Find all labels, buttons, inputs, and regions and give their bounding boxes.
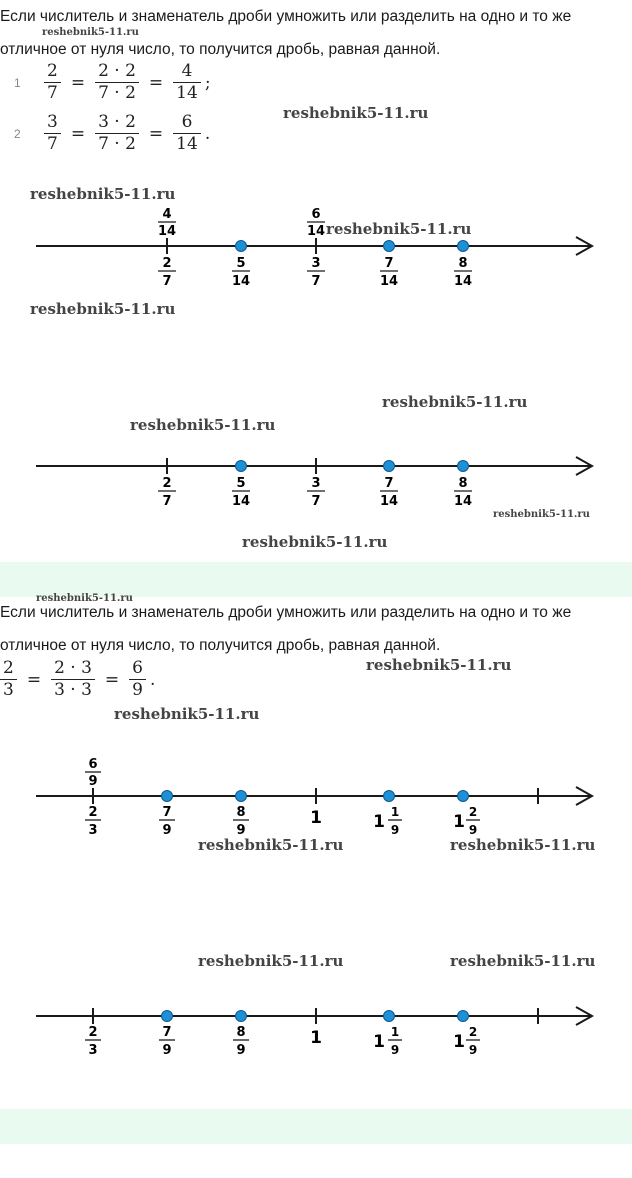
label-above xyxy=(158,207,176,239)
watermark: reshebnik5-11.ru xyxy=(382,393,528,411)
svg-text:14: 14 xyxy=(379,274,399,289)
fraction: $\frac{4}{14}$ xyxy=(173,62,201,103)
watermark: reshebnik5-11.ru xyxy=(493,509,590,520)
watermark: reshebnik5-11.ru xyxy=(114,705,260,723)
svg-text:7: 7 xyxy=(162,805,172,820)
svg-text:3: 3 xyxy=(88,823,98,838)
label-below xyxy=(159,1025,175,1058)
svg-text:7: 7 xyxy=(162,1025,172,1040)
label-below xyxy=(233,1025,249,1058)
label-below xyxy=(307,256,325,289)
watermark: reshebnik5-11.ru xyxy=(42,27,139,38)
svg-text:5: 5 xyxy=(236,476,246,491)
label-below xyxy=(454,476,472,509)
svg-text:9: 9 xyxy=(468,1043,478,1057)
svg-text:14: 14 xyxy=(453,274,473,289)
watermark: reshebnik5-11.ru xyxy=(450,836,596,854)
svg-text:1: 1 xyxy=(373,812,385,832)
fraction: $\frac{2 \cdot 2}{7 \cdot 2}$ xyxy=(95,62,139,103)
number-line-4 xyxy=(0,970,632,1065)
fraction: $\frac{2 \cdot 3}{3 \cdot 3}$ xyxy=(51,659,95,700)
equation-row-2: 2 $\frac{3}{7}$ = $\frac{3 \cdot 2}{7 \cdot 2}$ = $\frac{6}{14}$ . xyxy=(14,112,211,154)
label-below xyxy=(373,805,402,837)
label-below xyxy=(233,805,249,838)
point-marker xyxy=(458,1011,469,1022)
label-below xyxy=(380,256,398,289)
label-below xyxy=(453,805,480,837)
label-below xyxy=(159,805,175,838)
label-below xyxy=(232,476,250,509)
label-below xyxy=(454,256,472,289)
svg-text:3: 3 xyxy=(311,476,321,491)
point-marker xyxy=(458,791,469,802)
svg-text:1: 1 xyxy=(453,1032,465,1052)
svg-text:8: 8 xyxy=(458,476,468,491)
svg-text:2: 2 xyxy=(162,256,172,271)
point-marker xyxy=(236,791,247,802)
fraction: $\frac{6}{9}$ xyxy=(129,659,146,700)
watermark: reshebnik5-11.ru xyxy=(130,416,276,434)
svg-text:14: 14 xyxy=(379,494,399,509)
point-marker xyxy=(236,461,247,472)
watermark: reshebnik5-11.ru xyxy=(450,952,596,970)
svg-text:7: 7 xyxy=(162,274,172,289)
svg-text:9: 9 xyxy=(162,1043,172,1058)
label-below xyxy=(307,476,325,509)
svg-text:14: 14 xyxy=(453,494,473,509)
svg-text:6: 6 xyxy=(88,757,98,772)
svg-text:1: 1 xyxy=(390,1025,400,1039)
svg-text:1: 1 xyxy=(453,812,465,832)
label-below xyxy=(453,1025,480,1057)
label-below xyxy=(310,808,322,828)
point-marker xyxy=(236,1011,247,1022)
fraction: $\frac{2}{3}$ xyxy=(0,659,17,700)
svg-text:8: 8 xyxy=(458,256,468,271)
svg-text:1: 1 xyxy=(310,808,322,828)
point-marker xyxy=(458,241,469,252)
svg-text:4: 4 xyxy=(162,207,172,222)
svg-text:9: 9 xyxy=(468,823,478,837)
svg-text:7: 7 xyxy=(162,494,172,509)
watermark: reshebnik5-11.ru xyxy=(283,104,429,122)
equation-row-1: 1 $\frac{2}{7}$ = $\frac{2 \cdot 2}{7 \cdot 2}$ = $\frac{4}{14}$ ; xyxy=(14,61,211,103)
label-above xyxy=(307,207,325,239)
svg-text:7: 7 xyxy=(311,274,321,289)
point-marker xyxy=(162,791,173,802)
label-below xyxy=(310,1028,322,1048)
svg-text:1: 1 xyxy=(390,805,400,819)
point-marker xyxy=(236,241,247,252)
svg-text:9: 9 xyxy=(236,1043,246,1058)
svg-text:3: 3 xyxy=(88,1043,98,1058)
point-marker xyxy=(162,1011,173,1022)
number-line-1 xyxy=(0,200,632,295)
svg-text:14: 14 xyxy=(306,224,326,239)
label-above xyxy=(85,757,101,789)
point-marker xyxy=(384,241,395,252)
svg-text:9: 9 xyxy=(88,774,98,789)
svg-text:2: 2 xyxy=(468,1025,478,1039)
point-marker xyxy=(458,461,469,472)
svg-text:14: 14 xyxy=(231,494,251,509)
fraction: $\frac{3 \cdot 2}{7 \cdot 2}$ xyxy=(95,113,139,154)
svg-text:2: 2 xyxy=(468,805,478,819)
svg-text:7: 7 xyxy=(311,494,321,509)
label-below xyxy=(85,1025,101,1058)
svg-text:8: 8 xyxy=(236,805,246,820)
rule-text-line1: Если числитель и знаменатель дроби умножить или разделить на одно и то же xyxy=(0,8,572,25)
label-below xyxy=(373,1025,402,1057)
equation-row-3: $\frac{2}{3}$ = $\frac{2 \cdot 3}{3 \cdot 3}$ = $\frac{6}{9}$ . xyxy=(0,659,155,700)
fraction: $\frac{2}{7}$ xyxy=(44,62,61,103)
watermark: reshebnik5-11.ru xyxy=(326,220,472,238)
watermark: reshebnik5-11.ru xyxy=(242,533,388,551)
label-below xyxy=(85,805,101,838)
watermark: reshebnik5-11.ru xyxy=(30,185,176,203)
svg-text:14: 14 xyxy=(231,274,251,289)
svg-text:3: 3 xyxy=(311,256,321,271)
svg-text:2: 2 xyxy=(88,1025,98,1040)
label-below xyxy=(380,476,398,509)
svg-text:9: 9 xyxy=(390,1043,400,1057)
svg-text:14: 14 xyxy=(157,224,177,239)
equation-number: 2 xyxy=(14,126,21,141)
svg-text:6: 6 xyxy=(311,207,321,222)
svg-text:9: 9 xyxy=(236,823,246,838)
svg-text:2: 2 xyxy=(88,805,98,820)
svg-text:7: 7 xyxy=(384,476,394,491)
svg-text:8: 8 xyxy=(236,1025,246,1040)
rule-text-line1: Если числитель и знаменатель дроби умножить или разделить на одно и то же xyxy=(0,604,572,621)
number-line-3 xyxy=(0,750,632,845)
svg-text:1: 1 xyxy=(310,1028,322,1048)
watermark: reshebnik5-11.ru xyxy=(366,656,512,674)
equation-number: 1 xyxy=(14,75,21,90)
watermark: reshebnik5-11.ru xyxy=(36,593,133,604)
point-marker xyxy=(384,461,395,472)
svg-text:2: 2 xyxy=(162,476,172,491)
point-marker xyxy=(384,1011,395,1022)
svg-text:9: 9 xyxy=(390,823,400,837)
rule-text-line2: отличное от нуля число, то получится дробь, равная данной. xyxy=(0,41,441,58)
watermark: reshebnik5-11.ru xyxy=(198,952,344,970)
section-divider-band xyxy=(0,1109,632,1144)
point-marker xyxy=(384,791,395,802)
label-below xyxy=(158,256,176,289)
svg-text:5: 5 xyxy=(236,256,246,271)
section-divider-band xyxy=(0,562,632,597)
fraction: $\frac{6}{14}$ xyxy=(173,113,201,154)
watermark: reshebnik5-11.ru xyxy=(198,836,344,854)
fraction: $\frac{3}{7}$ xyxy=(44,113,61,154)
svg-text:7: 7 xyxy=(384,256,394,271)
svg-text:9: 9 xyxy=(162,823,172,838)
svg-text:1: 1 xyxy=(373,1032,385,1052)
watermark: reshebnik5-11.ru xyxy=(30,300,176,318)
label-below xyxy=(232,256,250,289)
rule-text-line2: отличное от нуля число, то получится дробь, равная данной. xyxy=(0,637,441,654)
label-below xyxy=(158,476,176,509)
number-line-2 xyxy=(0,420,632,515)
